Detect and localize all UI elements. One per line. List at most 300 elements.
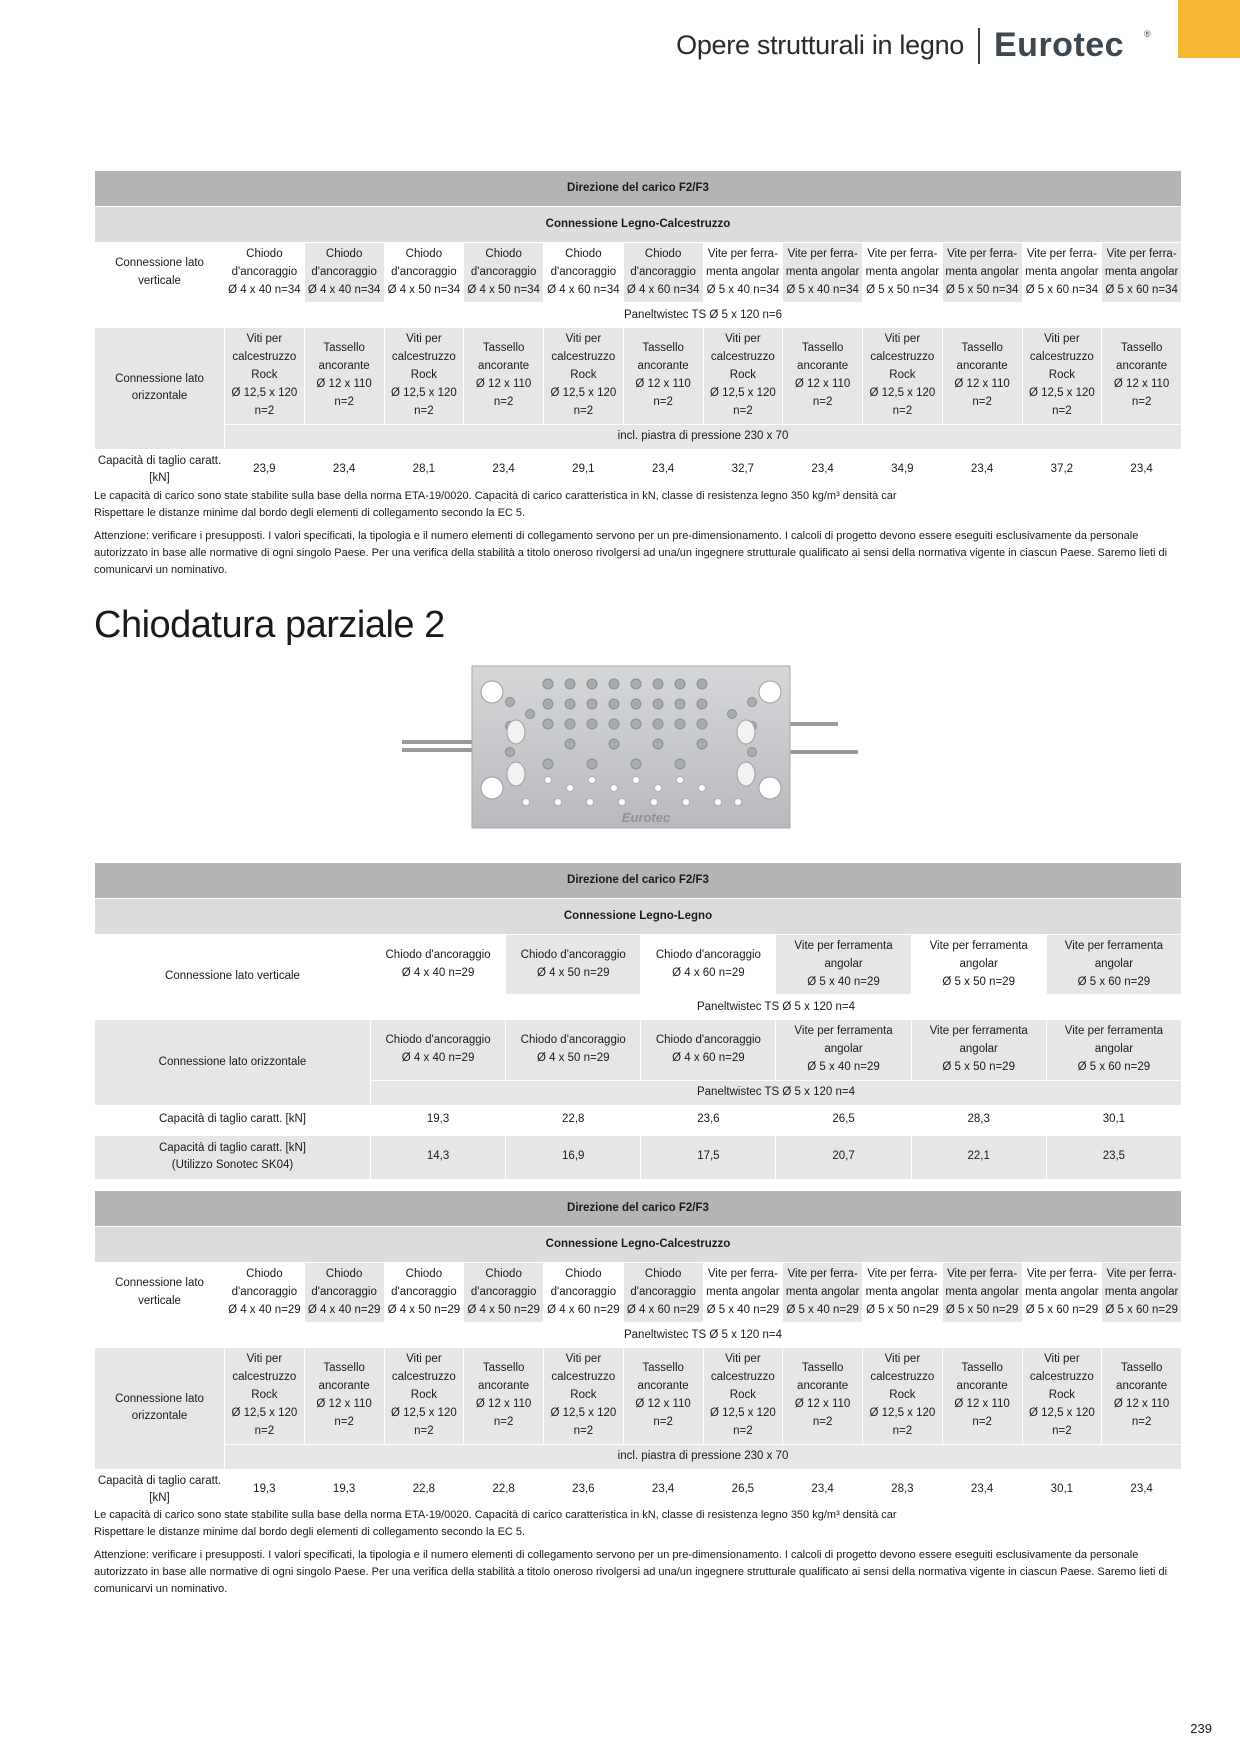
horizontal-fastener-cell xyxy=(384,1348,464,1444)
fastener-line: menta angolar xyxy=(1104,1285,1179,1298)
fastener-line: ancorante xyxy=(478,360,530,373)
fastener-line: Ø 4 x 50 n=34 xyxy=(387,283,461,296)
capacity-sonotec-label-line: Capacità di taglio caratt. [kN] xyxy=(158,1141,306,1154)
horizontal-connection-label: Connessione lato orizzontale xyxy=(95,328,225,449)
fastener-line: Ø 12 x 110 xyxy=(316,1397,372,1410)
fastener-line: Ø 5 x 40 n=34 xyxy=(786,283,859,296)
fastener-line: Tassello xyxy=(961,342,1003,355)
fastener-line: Viti per xyxy=(565,1353,602,1366)
paneltwistec-row: Paneltwistec TS Ø 5 x 120 n=4 xyxy=(371,1080,1182,1105)
horizontal-fastener-cell xyxy=(1046,1020,1181,1080)
capacity-value: 22,8 xyxy=(506,1105,641,1135)
connection-type-header: Connessione Legno-Legno xyxy=(95,899,1182,935)
horizontal-fastener-cell xyxy=(304,1348,384,1444)
capacity-value: 19,3 xyxy=(304,1469,384,1512)
capacity-value: 28,3 xyxy=(863,1469,943,1512)
plate-small-hole xyxy=(735,799,742,806)
fastener-line: Tassello xyxy=(482,342,525,355)
vertical-fastener-cell xyxy=(384,243,464,303)
fastener-line: Chiodo xyxy=(565,1268,602,1280)
fastener-line: Tassello xyxy=(1120,1362,1163,1375)
horizontal-connection-label: Connessione lato orizzontale xyxy=(95,1020,371,1105)
fastener-line: menta angolar xyxy=(865,265,940,278)
fastener-line: Vite per ferramenta angolar xyxy=(1064,940,1163,970)
horizontal-fastener-cell xyxy=(783,1348,863,1444)
capacity-sonotec-label xyxy=(95,1135,371,1179)
vertical-fastener-cell xyxy=(544,1263,624,1323)
pressure-plate-row: incl. piastra di pressione 230 x 70 xyxy=(225,424,1182,449)
fastener-line: Tassello xyxy=(482,1362,525,1375)
nail-head xyxy=(543,699,553,709)
fastener-line: Vite per ferra- xyxy=(787,248,858,260)
plate-large-hole xyxy=(759,777,781,799)
vertical-fastener-cell xyxy=(703,1263,783,1323)
capacity-value: 28,1 xyxy=(384,449,464,492)
nail-head xyxy=(748,748,757,757)
fastener-line: n=2 xyxy=(972,395,992,408)
fastener-line: d'ancoraggio xyxy=(630,1285,696,1298)
fastener-line: d'ancoraggio xyxy=(470,265,537,278)
plate-small-hole xyxy=(651,799,658,806)
plate-small-hole xyxy=(619,799,626,806)
load-direction-header: Direzione del carico F2/F3 xyxy=(95,171,1182,207)
table-legno-calcestruzzo-29 xyxy=(94,1190,1182,1512)
fastener-line: Vite per ferra- xyxy=(867,1268,938,1280)
vertical-fastener-cell xyxy=(371,935,506,995)
fastener-line: Vite per ferra- xyxy=(1106,1268,1177,1280)
plate-small-hole xyxy=(715,799,722,806)
fastener-line: Chiodo xyxy=(246,1268,283,1280)
capacity-value: 23,4 xyxy=(1102,449,1182,492)
capacity-value: 23,9 xyxy=(225,449,305,492)
fastener-line: calcestruzzo Rock xyxy=(551,1371,616,1402)
fastener-line: Vite per ferra- xyxy=(947,1268,1018,1280)
capacity-value: 22,8 xyxy=(464,1469,544,1512)
capacity-value: 23,6 xyxy=(641,1105,776,1135)
nail-head xyxy=(653,699,663,709)
header-title: Opere strutturali in legno xyxy=(676,30,964,60)
fastener-line: n=2 xyxy=(653,395,673,408)
vertical-fastener-cell xyxy=(776,935,911,995)
fastener-line: calcestruzzo Rock xyxy=(551,351,616,382)
table-legno-calcestruzzo-34 xyxy=(94,170,1182,492)
fastener-line: n=2 xyxy=(573,1424,594,1437)
fastener-line: ancorante xyxy=(797,1380,849,1393)
fastener-line: menta angolar xyxy=(706,1285,780,1298)
vertical-fastener-cell xyxy=(703,243,783,303)
horizontal-fastener-cell xyxy=(544,328,624,424)
plate-small-hole xyxy=(567,785,574,792)
vertical-connection-label: Connessione lato verticale xyxy=(95,935,371,1020)
fastener-line: Ø 12 x 110 xyxy=(954,1397,1010,1410)
fastener-line: n=2 xyxy=(493,395,514,408)
capacity-value: 23,4 xyxy=(623,1469,703,1512)
fastener-line: Vite per ferra- xyxy=(787,1268,858,1280)
capacity-value: 23,4 xyxy=(1102,1469,1182,1512)
capacity-value: 28,3 xyxy=(911,1105,1046,1135)
vertical-connection-label: Connessione lato verticale xyxy=(95,1263,225,1323)
plate-large-hole xyxy=(759,681,781,703)
fastener-line: n=2 xyxy=(334,395,354,408)
nail-head xyxy=(697,699,707,709)
fastener-line: n=2 xyxy=(812,1415,833,1428)
fastener-line: n=2 xyxy=(812,395,833,408)
fastener-line: Vite per ferra- xyxy=(707,248,778,260)
fastener-line: Ø 5 x 60 n=34 xyxy=(1025,283,1099,296)
fastener-line: calcestruzzo Rock xyxy=(391,351,456,382)
nail-head xyxy=(609,699,619,709)
brand-registered-mark: ® xyxy=(1144,29,1151,39)
nail-head xyxy=(506,698,515,707)
fastener-line: Vite per ferra- xyxy=(1026,1268,1097,1280)
fastener-line: calcestruzzo Rock xyxy=(232,351,297,382)
capacity-value: 22,8 xyxy=(384,1469,464,1512)
fastener-line: Ø 12,5 x 120 xyxy=(1028,386,1095,399)
page-number: 239 xyxy=(1190,1721,1212,1736)
nail-head xyxy=(543,679,553,689)
corner-tab xyxy=(1178,0,1240,58)
nail-head xyxy=(653,679,663,689)
vertical-fastener-cell xyxy=(506,935,641,995)
fastener-line: Viti per xyxy=(406,333,442,346)
nail-head xyxy=(543,719,553,729)
fastener-line: n=2 xyxy=(972,1415,992,1428)
fastener-line: Vite per ferra- xyxy=(1106,248,1177,260)
fastener-line: Ø 4 x 60 n=29 xyxy=(547,1303,620,1316)
vertical-fastener-cell xyxy=(942,243,1022,303)
fastener-line: Ø 5 x 60 n=29 xyxy=(1077,1061,1151,1074)
fastener-line: Viti per xyxy=(1044,1353,1080,1366)
fastener-line: Chiodo d'ancoraggio xyxy=(655,948,761,961)
fastener-line: Vite per ferramenta angolar xyxy=(929,1025,1028,1056)
fastener-line: Vite per ferramenta angolar xyxy=(794,1025,893,1056)
plate-small-hole xyxy=(611,785,618,792)
plate-small-hole xyxy=(523,799,530,806)
vertical-fastener-cell xyxy=(464,243,544,303)
fastener-line: Ø 12 x 110 xyxy=(635,1397,691,1410)
notes-warning: Attenzione: verificare i presupposti. I valori specificati, la tipologia e il numero elementi di collegamento servono per un pre-dimensionamento. I calcoli di progetto devono essere eseguiti esclusivamente da personale autorizzato in base alle normative di ogni singolo Paese. Per una verifica della stabilità a titolo oneroso rivolgersi ad una/un ingegnere strutturale qualificato ai sensi della normativa vigente in ciascun Paese. Saremo lieti di comunicarvi un nominativo. xyxy=(94,530,1168,577)
nail-head xyxy=(587,719,597,729)
fastener-line: Ø 5 x 50 n=34 xyxy=(866,283,939,296)
capacity-sonotec-value: 22,1 xyxy=(911,1135,1046,1179)
fastener-line: Chiodo d'ancoraggio xyxy=(385,948,491,961)
fastener-line: Ø 12,5 x 120 xyxy=(1028,1406,1095,1419)
fastener-line: Tassello xyxy=(323,1362,365,1375)
capacity-value: 23,4 xyxy=(623,449,703,492)
nail-head xyxy=(565,739,575,749)
fastener-line: Ø 4 x 60 n=34 xyxy=(547,283,620,296)
fastener-line: Vite per ferra- xyxy=(867,248,938,260)
fastener-line: Chiodo xyxy=(325,1268,363,1280)
fastener-line: n=2 xyxy=(1052,404,1072,417)
vertical-fastener-cell xyxy=(225,243,305,303)
notes-distance-line: Rispettare le distanze minime dal bordo degli elementi di collegamento secondo la EC 5. xyxy=(94,507,526,520)
vertical-fastener-cell xyxy=(942,1263,1022,1323)
fastener-line: calcestruzzo Rock xyxy=(232,1371,297,1402)
vertical-fastener-cell xyxy=(464,1263,544,1323)
vertical-connection-label: Connessione lato verticale xyxy=(95,243,225,303)
nail-head xyxy=(653,739,663,749)
horizontal-fastener-cell xyxy=(942,1348,1022,1444)
nail-head xyxy=(697,679,707,689)
fastener-line: Ø 12,5 x 120 xyxy=(390,1406,457,1419)
vertical-fastener-cell xyxy=(863,243,943,303)
fastener-line: Ø 4 x 50 n=29 xyxy=(387,1303,461,1316)
brand-logo: Eurotec xyxy=(994,26,1125,64)
vertical-fastener-cell xyxy=(863,1263,943,1323)
fastener-line: ancorante xyxy=(637,360,689,373)
fastener-line: Ø 12 x 110 xyxy=(475,1397,532,1410)
capacity-sonotec-value: 14,3 xyxy=(371,1135,506,1179)
vertical-fastener-cell xyxy=(1022,1263,1102,1323)
fastener-line: Vite per ferramenta angolar xyxy=(794,940,893,970)
plate-small-hole xyxy=(545,777,552,784)
capacity-value: 23,4 xyxy=(942,1469,1022,1512)
capacity-value: 30,1 xyxy=(1022,1469,1102,1512)
fastener-line: d'ancoraggio xyxy=(231,265,298,278)
capacity-value: 26,5 xyxy=(776,1105,911,1135)
nail-head xyxy=(675,759,685,769)
capacity-value: 32,7 xyxy=(703,449,783,492)
fastener-line: Ø 5 x 60 n=29 xyxy=(1105,1303,1178,1316)
fastener-line: Ø 5 x 50 n=29 xyxy=(942,975,1015,988)
nail-head xyxy=(565,699,575,709)
fastener-line: Ø 5 x 50 n=29 xyxy=(945,1303,1019,1316)
nail-head xyxy=(697,739,707,749)
fastener-line: calcestruzzo Rock xyxy=(1029,351,1094,382)
fastener-line: Ø 5 x 40 n=34 xyxy=(706,283,780,296)
fastener-line: Ø 4 x 40 n=29 xyxy=(401,1052,475,1065)
fastener-line: Chiodo xyxy=(246,248,283,260)
pressure-plate-row: incl. piastra di pressione 230 x 70 xyxy=(225,1444,1182,1469)
fastener-line: d'ancoraggio xyxy=(550,1285,617,1298)
fastener-line: Chiodo xyxy=(405,1268,443,1280)
fastener-line: d'ancoraggio xyxy=(550,265,617,278)
fastener-line: ancorante xyxy=(1116,1380,1168,1393)
horizontal-fastener-cell xyxy=(783,328,863,424)
fastener-line: Chiodo xyxy=(565,248,602,260)
fastener-line: Ø 12,5 x 120 xyxy=(550,386,617,399)
fastener-line: menta angolar xyxy=(945,265,1019,278)
nail-head xyxy=(587,679,597,689)
fastener-line: Ø 12,5 x 120 xyxy=(550,1406,617,1419)
nail-head xyxy=(565,679,575,689)
fastener-line: Ø 4 x 60 n=29 xyxy=(626,1303,700,1316)
fastener-line: n=2 xyxy=(1131,395,1152,408)
horizontal-fastener-cell xyxy=(304,328,384,424)
fastener-line: calcestruzzo Rock xyxy=(391,1371,456,1402)
fastener-line: n=2 xyxy=(573,404,594,417)
fastener-line: ancorante xyxy=(1116,360,1168,373)
fastener-line: Ø 5 x 50 n=34 xyxy=(945,283,1019,296)
plate-oval-hole xyxy=(507,762,525,786)
fastener-line: ancorante xyxy=(637,1380,689,1393)
fastener-line: n=2 xyxy=(653,1415,673,1428)
plate-small-hole xyxy=(555,799,562,806)
horizontal-fastener-cell xyxy=(911,1020,1046,1080)
plate-small-hole xyxy=(587,799,594,806)
connection-type-header: Connessione Legno-Calcestruzzo xyxy=(95,207,1182,243)
capacity-value: 23,4 xyxy=(464,449,544,492)
capacity-value: 30,1 xyxy=(1046,1105,1181,1135)
paneltwistec-row: Paneltwistec TS Ø 5 x 120 n=6 xyxy=(225,303,1182,328)
fastener-line: ancorante xyxy=(478,1380,530,1393)
fastener-line: n=2 xyxy=(414,404,434,417)
spec-table xyxy=(94,1190,1182,1512)
fastener-line: Tassello xyxy=(642,342,684,355)
fastener-line: Ø 4 x 40 n=34 xyxy=(228,283,301,296)
spec-table xyxy=(94,862,1182,1180)
fastener-line: Vite per ferramenta angolar xyxy=(1064,1025,1163,1056)
nail-head xyxy=(609,719,619,729)
fastener-line: Ø 12 x 110 xyxy=(794,1397,851,1410)
capacity-sonotec-value: 17,5 xyxy=(641,1135,776,1179)
vertical-fastener-cell xyxy=(783,1263,863,1323)
fastener-line: n=2 xyxy=(493,1415,514,1428)
fastener-line: Ø 4 x 40 n=34 xyxy=(307,283,381,296)
plate-small-hole xyxy=(655,785,662,792)
plate-small-hole xyxy=(677,777,684,784)
vertical-fastener-cell xyxy=(1102,1263,1182,1323)
fastener-line: Viti per xyxy=(725,333,761,346)
fastener-line: Chiodo xyxy=(644,1268,682,1280)
fastener-line: Ø 5 x 50 n=29 xyxy=(942,1061,1015,1074)
plate-brand-mark: Eurotec xyxy=(621,810,671,825)
fastener-line: Ø 5 x 50 n=29 xyxy=(866,1303,939,1316)
fastener-line: Ø 12 x 110 xyxy=(794,377,851,390)
fastener-line: menta angolar xyxy=(785,1285,860,1298)
fastener-line: Chiodo xyxy=(485,1268,522,1280)
fastener-line: d'ancoraggio xyxy=(311,1285,377,1298)
fastener-line: Ø 12 x 110 xyxy=(1113,1397,1170,1410)
fastener-line: Ø 12,5 x 120 xyxy=(709,386,776,399)
fastener-line: Viti per xyxy=(884,333,921,346)
horizontal-fastener-cell xyxy=(863,328,943,424)
vertical-fastener-cell xyxy=(1102,243,1182,303)
capacity-value: 26,5 xyxy=(703,1469,783,1512)
header-separator xyxy=(978,28,980,64)
paneltwistec-row: Paneltwistec TS Ø 5 x 120 n=4 xyxy=(371,995,1182,1020)
fastener-line: ancorante xyxy=(797,360,849,373)
horizontal-fastener-cell xyxy=(371,1020,506,1080)
fastener-line: Ø 5 x 60 n=29 xyxy=(1025,1303,1099,1316)
fastener-line: calcestruzzo Rock xyxy=(710,351,775,382)
load-direction-header: Direzione del carico F2/F3 xyxy=(95,863,1182,899)
vertical-fastener-cell xyxy=(641,935,776,995)
fastener-line: Ø 12 x 110 xyxy=(954,377,1010,390)
notes-block-1 xyxy=(94,488,1184,586)
horizontal-fastener-cell xyxy=(623,1348,703,1444)
horizontal-fastener-cell xyxy=(544,1348,624,1444)
fastener-line: n=2 xyxy=(892,1424,913,1437)
fastener-line: Ø 12,5 x 120 xyxy=(231,1406,298,1419)
fastener-line: n=2 xyxy=(892,404,913,417)
horizontal-fastener-cell xyxy=(703,328,783,424)
plate-small-hole xyxy=(699,785,706,792)
vertical-fastener-cell xyxy=(911,935,1046,995)
paneltwistec-row: Paneltwistec TS Ø 5 x 120 n=4 xyxy=(225,1323,1182,1348)
fastener-line: d'ancoraggio xyxy=(391,1285,457,1298)
notes-eta-line: Le capacità di carico sono state stabilite sulla base della norma ETA-19/0020. Capacità di carico caratteristica in kN, classe di resistenza legno 350 kg/m³ densità car xyxy=(94,490,897,502)
notes-warning: Attenzione: verificare i presupposti. I valori specificati, la tipologia e il numero elementi di collegamento servono per un pre-dimensionamento. I calcoli di progetto devono essere eseguiti esclusivamente da personale autorizzato in base alle normative di ogni singolo Paese. Per una verifica della stabilità a titolo oneroso rivolgersi ad una/un ingegnere strutturale qualificato ai sensi della normativa vigente in ciascun Paese. Saremo lieti di comunicarvi un nominativo. xyxy=(94,1549,1168,1596)
horizontal-fastener-cell xyxy=(384,328,464,424)
fastener-line: Ø 4 x 40 n=29 xyxy=(307,1303,381,1316)
horizontal-connection-label: Connessione lato orizzontale xyxy=(95,1348,225,1469)
capacity-value: 19,3 xyxy=(371,1105,506,1135)
fastener-line: Ø 5 x 60 n=29 xyxy=(1077,975,1151,988)
fastener-line: calcestruzzo Rock xyxy=(1029,1371,1094,1402)
fastener-line: Ø 12,5 x 120 xyxy=(869,1406,936,1419)
fastener-line: menta angolar xyxy=(1025,1285,1099,1298)
fastener-line: Viti per xyxy=(246,1353,283,1366)
vertical-fastener-cell xyxy=(1022,243,1102,303)
fastener-line: Ø 12 x 110 xyxy=(475,377,532,390)
fastener-line: Ø 12,5 x 120 xyxy=(231,386,298,399)
horizontal-fastener-cell xyxy=(1022,328,1102,424)
fastener-line: ancorante xyxy=(956,360,1008,373)
nail-head xyxy=(565,719,575,729)
nail-head xyxy=(675,699,685,709)
plate-small-hole xyxy=(589,777,596,784)
horizontal-fastener-cell xyxy=(623,328,703,424)
fastener-line: Chiodo d'ancoraggio xyxy=(655,1034,761,1047)
fastener-line: menta angolar xyxy=(865,1285,940,1298)
capacity-label: Capacità di taglio caratt. [kN] xyxy=(95,1105,371,1135)
fastener-line: Viti per xyxy=(565,333,602,346)
fastener-line: Tassello xyxy=(961,1362,1003,1375)
nail-head xyxy=(609,679,619,689)
vertical-fastener-cell xyxy=(304,243,384,303)
plate-oval-hole xyxy=(737,762,755,786)
fastener-line: Ø 4 x 50 n=29 xyxy=(536,966,610,979)
fastener-line: Viti per xyxy=(246,333,283,346)
plate-large-hole xyxy=(481,777,503,799)
fastener-line: Ø 5 x 40 n=29 xyxy=(807,975,880,988)
fastener-line: Ø 4 x 60 n=29 xyxy=(672,966,745,979)
fastener-line: n=2 xyxy=(334,1415,354,1428)
capacity-value: 23,4 xyxy=(304,449,384,492)
nail-head xyxy=(631,699,641,709)
nail-head xyxy=(587,699,597,709)
fastener-line: calcestruzzo Rock xyxy=(870,1371,935,1402)
capacity-value: 23,4 xyxy=(783,449,863,492)
fastener-line: Tassello xyxy=(323,342,365,355)
capacity-sonotec-value: 16,9 xyxy=(506,1135,641,1179)
fastener-line: menta angolar xyxy=(945,1285,1019,1298)
nail-head xyxy=(748,698,757,707)
nail-head xyxy=(506,748,515,757)
fastener-line: n=2 xyxy=(1052,1424,1072,1437)
nail-head xyxy=(587,759,597,769)
fastener-line: Tassello xyxy=(801,342,844,355)
horizontal-fastener-cell xyxy=(641,1020,776,1080)
fastener-line: n=2 xyxy=(254,404,275,417)
fastener-line: Ø 4 x 60 n=29 xyxy=(672,1052,745,1065)
fastener-line: calcestruzzo Rock xyxy=(870,351,935,382)
fastener-line: Ø 5 x 40 n=29 xyxy=(706,1303,780,1316)
nail-head xyxy=(728,710,737,719)
fastener-line: Ø 5 x 40 n=29 xyxy=(786,1303,859,1316)
fastener-line: Vite per ferra- xyxy=(707,1268,778,1280)
fastener-line: Chiodo xyxy=(405,248,443,260)
fastener-line: menta angolar xyxy=(1104,265,1179,278)
capacity-sonotec-label-line: (Utilizzo Sonotec SK04) xyxy=(171,1159,294,1172)
fastener-line: d'ancoraggio xyxy=(231,1285,298,1298)
angle-plate-photo xyxy=(398,662,868,832)
plate-large-hole xyxy=(481,681,503,703)
fastener-line: Vite per ferramenta angolar xyxy=(929,940,1028,970)
nail-head xyxy=(697,719,707,729)
